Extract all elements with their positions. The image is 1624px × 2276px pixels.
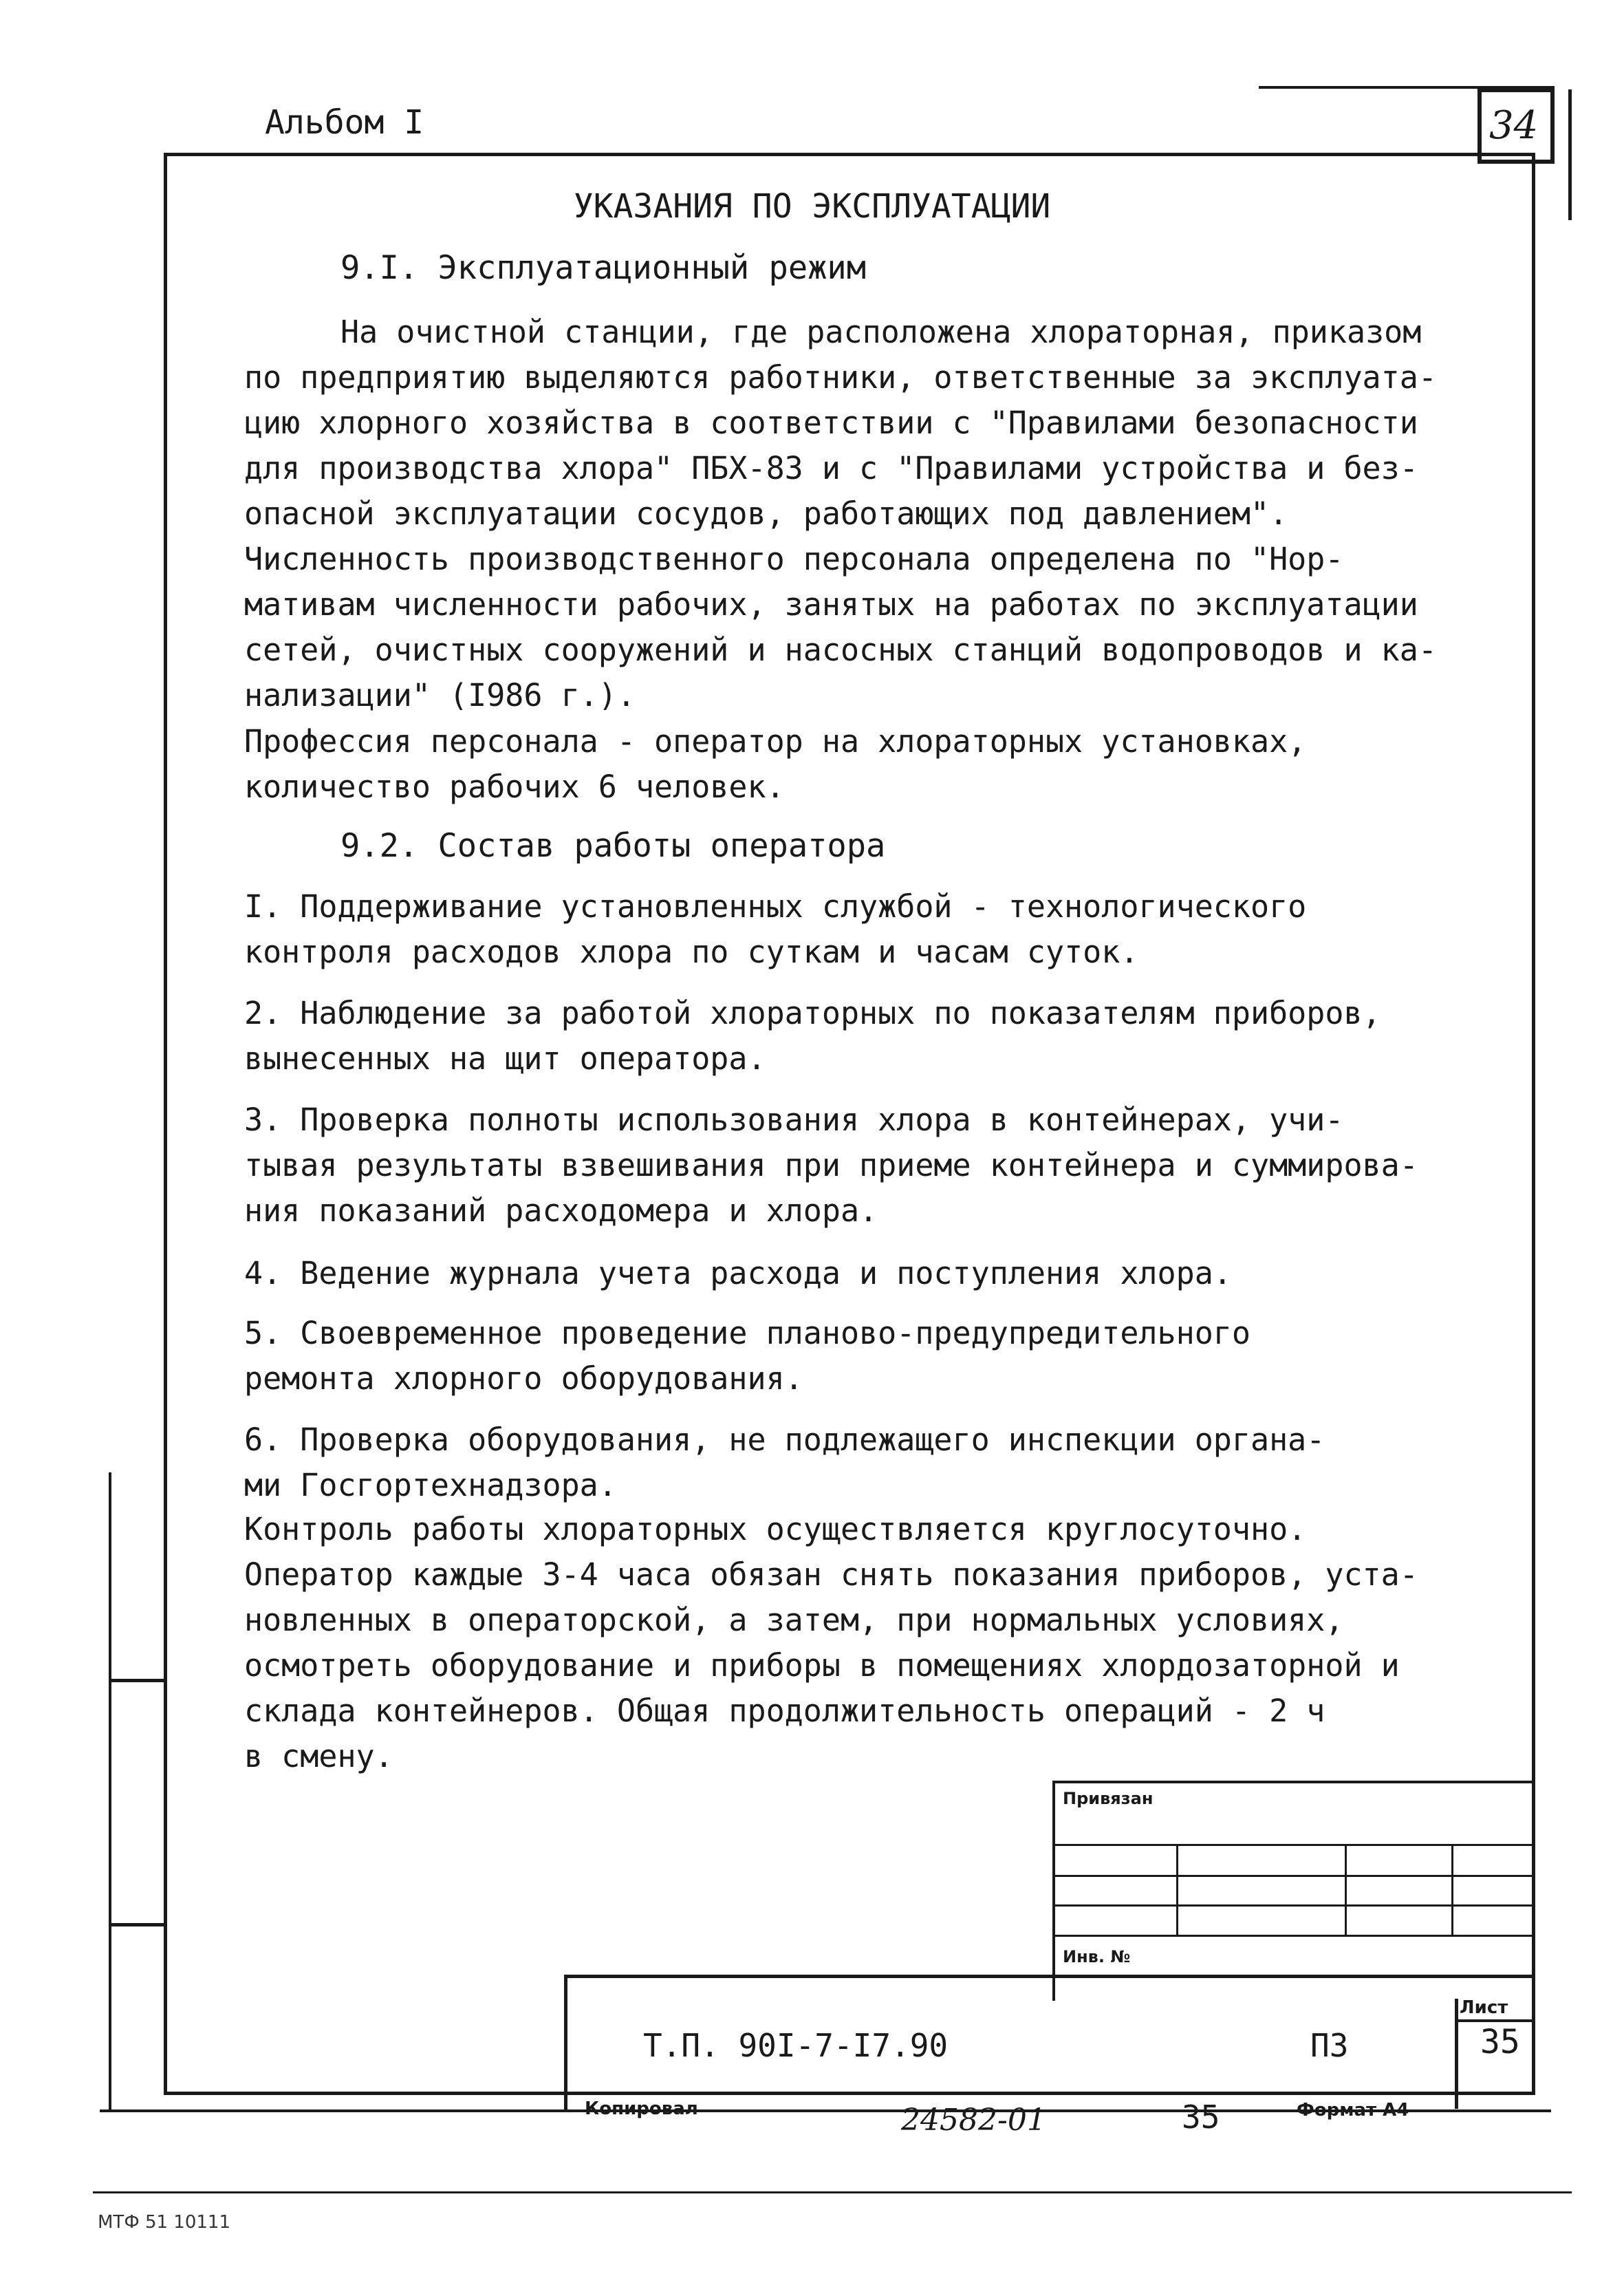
- inv-number-label: Инв. №: [1063, 1947, 1131, 1966]
- header-rule: [1259, 86, 1555, 89]
- stamp-col-1: [1176, 1844, 1178, 1937]
- document-title: УКАЗАНИЯ ПО ЭКСПЛУАТАЦИИ: [573, 187, 1051, 226]
- format-label: Формат А4: [1297, 2100, 1409, 2121]
- stamp-left: [1052, 1781, 1055, 2001]
- title-block-top: [564, 1975, 1535, 1978]
- sheet-label: Лист: [1460, 1997, 1508, 2018]
- left-strip-border: [109, 1472, 111, 2112]
- sheet-number: 35: [1480, 2023, 1520, 2061]
- bottom-rule: [93, 2191, 1572, 2193]
- list-item: 4. Ведение журнала учета расхода и поступления хлора.: [244, 1255, 1232, 1291]
- list-item: 3. Проверка полноты использования хлора в контейнерах, учи- тывая результаты взвешивания при приеме контейнера и суммирова- ния показаний расходомера и хлора.: [244, 1102, 1418, 1229]
- section-heading-9-1: 9.I. Эксплуатационный режим: [340, 249, 867, 287]
- privyazan-label: Привязан: [1063, 1789, 1154, 1808]
- title-block-left: [564, 1975, 567, 2112]
- stamp-col-3: [1451, 1844, 1453, 1937]
- sheet-cell-left: [1455, 1999, 1458, 2109]
- left-strip-divider-2: [109, 1923, 164, 1926]
- doc-code: ПЗ: [1310, 2027, 1349, 2064]
- paragraph-control: Контроль работы хлораторных осуществляется круглосуточно. Оператор каждые 3-4 часа обязан снять показания приборов, уста- новленных в операторской, а затем, при нормальных условиях, осмотреть оборудование и приборы в помещениях хлордозаторной и склада контейнеров. Общая продолжительность операций - 2 ч в смену.: [244, 1511, 1418, 1774]
- section-heading-9-2: 9.2. Состав работы оператора: [340, 827, 886, 865]
- list-item: 5. Своевременное проведение планово-предупредительного ремонта хлорного оборудования.: [244, 1315, 1251, 1397]
- list-item: 6. Проверка оборудования, не подлежащего инспекции органа- ми Госгортехнадзора.: [244, 1421, 1325, 1503]
- left-strip-divider-1: [109, 1679, 164, 1682]
- copy-page-number: 35: [1182, 2098, 1220, 2136]
- stamp-row-4: [1052, 1935, 1535, 1937]
- stamp-row-2: [1052, 1875, 1535, 1877]
- copied-label: Копировал: [585, 2098, 698, 2119]
- stamp-row-1: [1052, 1844, 1535, 1846]
- paragraph-personnel-count: Численность производственного персонала определена по "Нор- мативам численности рабочих, занятых на работах по эксплуатации сетей, очистных сооружений и насосных станций водопроводов и ка- нализации" (I986 г.).: [244, 541, 1437, 713]
- list-item: I. Поддерживание установленных службой - технологического контроля расходов хлора по суткам и часам суток.: [244, 888, 1307, 970]
- handwritten-page-number: 34: [1489, 103, 1539, 148]
- sheet-cell-divider: [1455, 2019, 1535, 2022]
- album-label: Альбом I: [265, 103, 424, 142]
- paragraph-operation-staff: На очистной станции, где расположена хлораторная, приказом по предприятию выделяются работники, ответственные за эксплуата- цию хлорного хозяйства в соответствии с "Правилами безопасности для производства хлора" ПБХ-83 и с "Правилами устройства и без- опасной эксплуатации сосудов, работающих под давлением".: [244, 314, 1437, 532]
- stamp-col-2: [1345, 1844, 1347, 1937]
- list-item: 2. Наблюдение за работой хлораторных по показателям приборов, вынесенных на щит оператора.: [244, 995, 1381, 1077]
- stamp-top: [1052, 1781, 1535, 1783]
- bottom-code: МТФ 51 10111: [98, 2212, 231, 2233]
- project-code: Т.П. 90I-7-I7.90: [643, 2027, 949, 2064]
- stamp-row-3: [1052, 1904, 1535, 1907]
- paragraph-profession: Профессия персонала - оператор на хлораторных установках, количество рабочих 6 человек.: [244, 723, 1307, 805]
- copy-number: 24582-01: [901, 2103, 1046, 2138]
